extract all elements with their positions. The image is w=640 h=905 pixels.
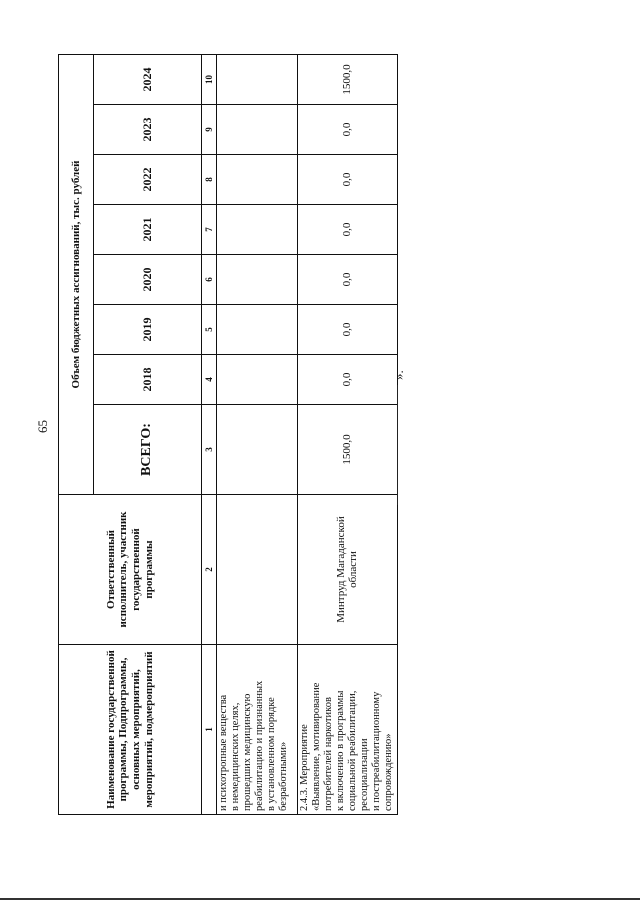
column-number: 10 xyxy=(202,54,217,104)
header-total: ВСЕГО: xyxy=(93,405,201,495)
header-year-2019: 2019 xyxy=(93,305,201,355)
column-number-row xyxy=(202,54,217,814)
column-number: 3 xyxy=(202,405,217,495)
row-name-line: в немедицинских целях, xyxy=(230,702,242,811)
row-name-line: и психотропные вещества xyxy=(218,694,229,811)
row-executor-cell: Минтруд Магаданской области xyxy=(298,495,398,645)
header-year-2024: 2024 xyxy=(93,54,201,104)
separator-line xyxy=(397,385,398,505)
row-name-line: в установленном порядке xyxy=(266,697,278,811)
row-value-2022 xyxy=(217,155,298,205)
header-name: Наименование государственной программы, Подпрограммы, основных мероприятий, мероприятий, подмероприятий xyxy=(59,645,202,815)
column-number: 1 xyxy=(202,645,217,815)
table-row xyxy=(217,54,298,814)
row-value-2021 xyxy=(217,205,298,255)
page-number: 65 xyxy=(35,420,50,433)
header-year-2018: 2018 xyxy=(93,355,201,405)
row-total-cell xyxy=(217,405,298,495)
row-executor-cell xyxy=(217,495,298,645)
row-name-line: и постреабилитационному xyxy=(371,691,383,811)
row-value-2024 xyxy=(217,54,298,104)
row-name-line: сопровождению» xyxy=(383,733,395,811)
row-value-2020 xyxy=(217,255,298,305)
header-executor: Ответственный исполнитель, участник государственной программы xyxy=(59,495,202,645)
page-bottom-rule xyxy=(0,898,640,900)
row-name-line: безработными» xyxy=(278,741,290,811)
row-total-cell: 1500,0 xyxy=(298,405,398,495)
row-value-2018 xyxy=(217,355,298,405)
row-value-2019 xyxy=(217,305,298,355)
row-name-line: прошедших медицинскую xyxy=(242,693,254,811)
row-name-line: реабилитацию и признанных xyxy=(254,680,266,811)
column-number: 5 xyxy=(202,305,217,355)
header-budget-group: Объем бюджетных ассигнований, тыс. рублей xyxy=(59,54,94,494)
header-year-2021: 2021 xyxy=(93,205,201,255)
row-value-2024: 1500,0 xyxy=(298,54,398,104)
row-value-2021: 0,0 xyxy=(298,205,398,255)
column-number: 9 xyxy=(202,105,217,155)
row-value-2022: 0,0 xyxy=(298,155,398,205)
row-name-line: 2.4.3. Мероприятие xyxy=(299,724,310,811)
rotated-table-wrapper xyxy=(58,54,398,815)
row-value-2018: 0,0 xyxy=(298,355,398,405)
row-value-2023 xyxy=(217,105,298,155)
header-year-2022: 2022 xyxy=(93,155,201,205)
column-number: 2 xyxy=(202,495,217,645)
row-value-2023: 0,0 xyxy=(298,105,398,155)
row-name-cell xyxy=(298,645,398,815)
closing-quote-mark: ». xyxy=(391,370,406,380)
row-name-cell xyxy=(217,645,298,815)
row-name-line: потребителей наркотиков xyxy=(323,697,335,811)
row-value-2019: 0,0 xyxy=(298,305,398,355)
column-number: 6 xyxy=(202,255,217,305)
row-value-2020: 0,0 xyxy=(298,255,398,305)
budget-table xyxy=(58,54,398,815)
column-number: 7 xyxy=(202,205,217,255)
header-year-2023: 2023 xyxy=(93,105,201,155)
column-number: 4 xyxy=(202,355,217,405)
header-year-2020: 2020 xyxy=(93,255,201,305)
column-number: 8 xyxy=(202,155,217,205)
row-name-line: ресоциализации xyxy=(359,738,371,811)
table-row xyxy=(298,54,398,814)
row-name-line: социальной реабилитации, xyxy=(347,690,359,811)
row-name-line: к включению в программы xyxy=(335,690,347,811)
row-name-line: «Выявление, мотивирование xyxy=(311,682,323,811)
